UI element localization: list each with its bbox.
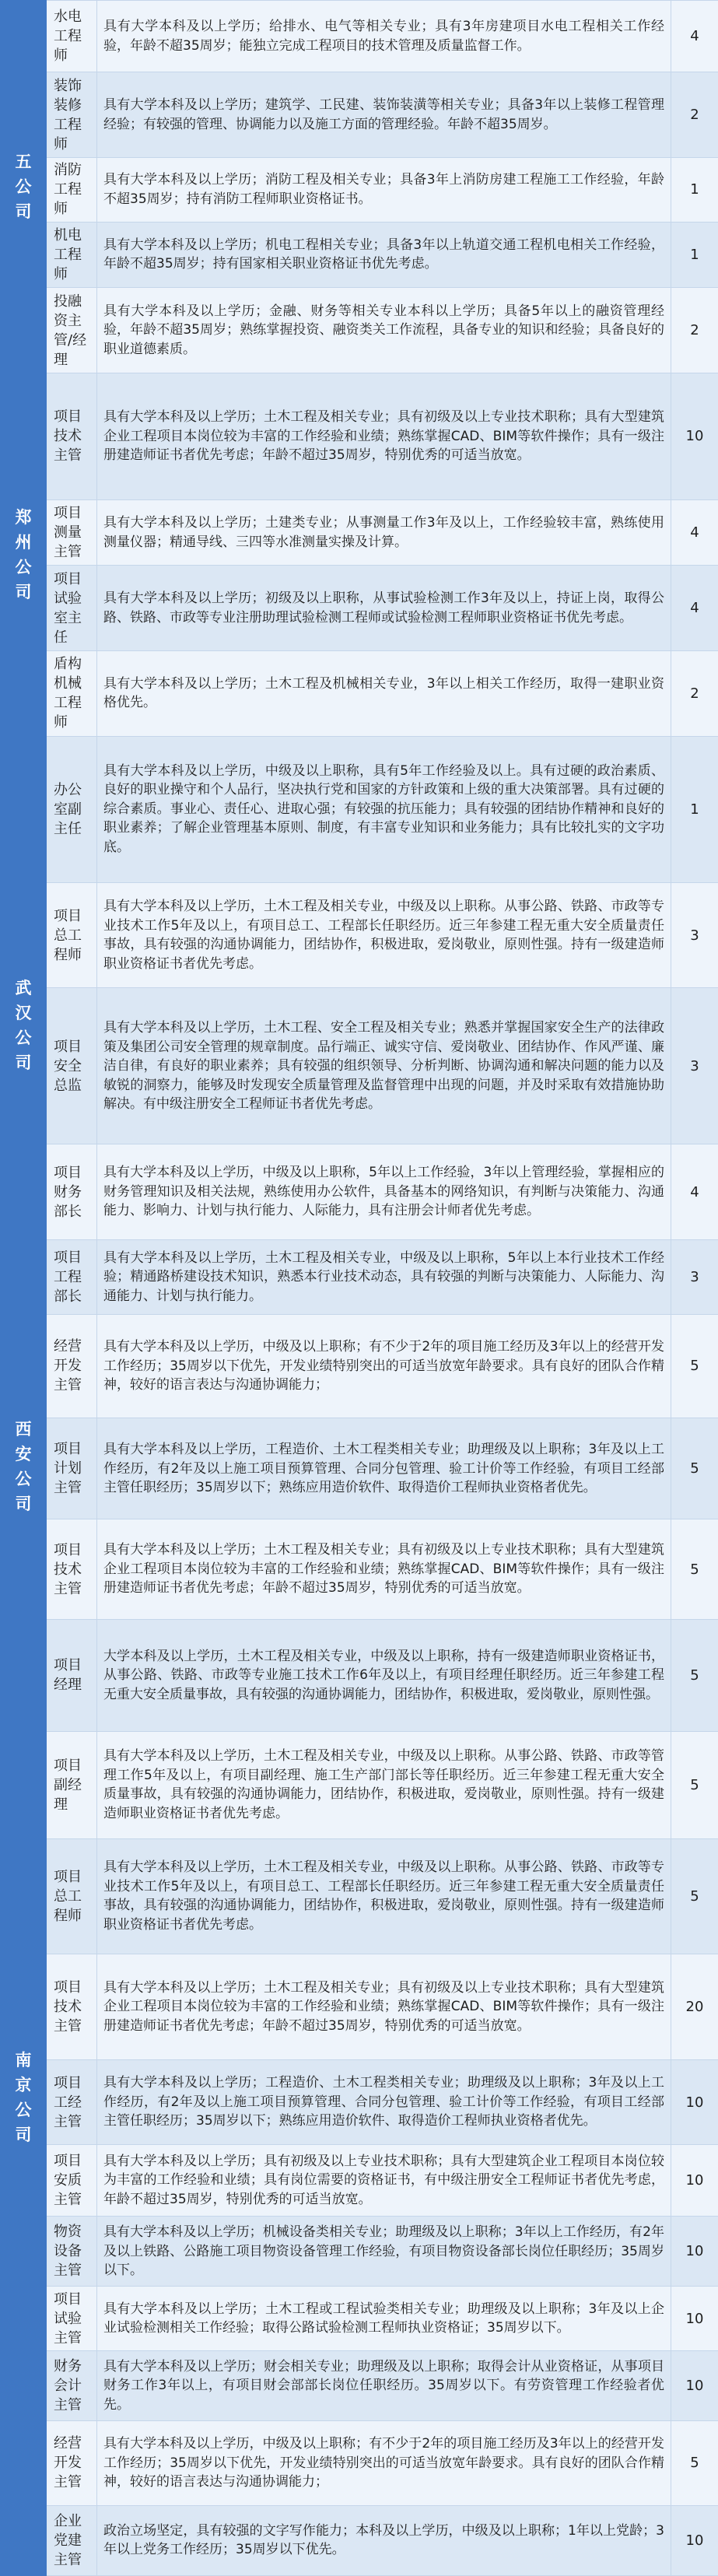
position-headcount: 2 <box>671 72 718 158</box>
position-title-cell <box>47 2350 97 2420</box>
position-title-cell <box>47 1 97 72</box>
position-title: 项目总工程师 <box>54 1868 82 1924</box>
position-headcount: 10 <box>671 2505 718 2575</box>
position-headcount: 3 <box>671 882 718 988</box>
position-headcount: 5 <box>671 1418 718 1519</box>
position-headcount: 1 <box>671 157 718 222</box>
position-title-cell <box>47 2505 97 2575</box>
position-headcount: 10 <box>671 2060 718 2145</box>
position-requirement: 具有大学本科及以上学历；土建类专业；从事测量工作3年及以上，工作经验较丰富，熟练使用测量仪器；精通导线、三四等水准测量实操及计算。 <box>97 499 671 566</box>
position-headcount: 5 <box>671 1519 718 1619</box>
position-title: 项目安全总监 <box>54 1038 82 1094</box>
position-title: 项目工经主管 <box>54 2074 82 2130</box>
position-requirement: 具有大学本科及以上学历，中级及以上职称，具有5年工作经验及以上。具有过硬的政治素质、良好的职业操守和个人品行，坚决执行党和国家的方针政策和上级的重大决策部署。具有过硬的综合素质。事业心、责任心、进取心强；有较强的抗压能力；具有较强的团结协作精神和良好的职业素养；了解企业管理基本原则、制度，有丰富专业知识和业务能力；具有比较扎实的文字功底。 <box>97 736 671 882</box>
position-requirement: 具有大学本科及以上学历，土木工程及相关专业，中级及以上职称。从事公路、铁路、市政等专业技术工作5年及以上，有项目总工、工程部长任职经历。近三年参建工程无重大安全质量责任事故，具有较强的沟通协调能力，团结协作，积极进取，爱岗敬业，原则性强。持有一级建造师职业资格证书者优先考虑。 <box>97 1838 671 1954</box>
position-requirement: 具有大学本科及以上学历，土木工程及相关专业，中级及以上职称，5年以上本行业技术工作经验；精通路桥建设技术知识，熟悉本行业技术动态，具有较强的判断与决策能力、人际能力、沟通能力、计划与执行能力。 <box>97 1240 671 1315</box>
position-title: 盾构机械工程师 <box>54 656 82 731</box>
position-title: 项目技术主管 <box>54 1541 82 1597</box>
position-requirement: 具有大学本科及以上学历；土木工程及相关专业；具有初级及以上专业技术职称；具有大型建筑企业工程项目本岗位较为丰富的工作经验和业绩；熟练掌握CAD、BIM等软件操作；具有一级注册建造师证书者优先考虑；年龄不超过35周岁，特别优秀的可适当放宽。 <box>97 373 671 499</box>
position-title: 项目技术主管 <box>54 408 82 464</box>
position-title-cell <box>47 1519 97 1619</box>
position-title: 项目经理 <box>54 1657 82 1694</box>
position-requirement: 具有大学本科及以上学历；具有初级及以上专业技术职称；具有大型建筑企业工程项目本岗位较为丰富的工作经验和业绩；具有岗位需要的资格证书，有中级注册安全工程师证书者优先考虑，年龄不超过35周岁，特别优秀的可适当放宽。 <box>97 2145 671 2217</box>
position-title-cell <box>47 1619 97 1731</box>
position-title: 财务会计主管 <box>54 2358 82 2414</box>
position-requirement: 具有大学本科及以上学历，中级及以上职称，5年以上工作经验，3年以上管理经验，掌握相应的财务管理知识及相关法规，熟练使用办公软件，具备基本的网络知识，有判断与决策能力、沟通能力、影响力、计划与执行能力、人际能力，具有注册会计师者优先考虑。 <box>97 1144 671 1240</box>
position-title: 项目测量主管 <box>54 505 82 561</box>
position-requirement: 具有大学本科及以上学历；土木工程及相关专业；具有初级及以上专业技术职称；具有大型建筑企业工程项目本岗位较为丰富的工作经验和业绩；熟练掌握CAD、BIM等软件操作；具有一级注册建造师证书者优先考虑；年龄不超过35周岁，特别优秀的可适当放宽。 <box>97 1954 671 2060</box>
table-row <box>1 1732 718 1839</box>
position-requirement: 具有大学本科及以上学历，中级及以上职称；有不少于2年的项目施工经历及3年以上的经营开发工作经历；35周岁以下优先，开发业绩特别突出的可适当放宽年龄要求。具有良好的团队合作精神，较好的语言表达与沟通协调能力； <box>97 2421 671 2506</box>
table-row <box>1 222 718 288</box>
position-headcount: 5 <box>671 1619 718 1731</box>
position-requirement: 政治立场坚定，具有较强的文字写作能力；本科及以上学历，中级及以上职称；1年以上党龄；3年以上党务工作经历；35周岁以下优先。 <box>97 2505 671 2575</box>
position-title: 办公室副主任 <box>54 781 82 837</box>
position-requirement: 具有大学本科及以上学历，土木工程、安全工程及相关专业；熟悉并掌握国家安全生产的法律政策及集团公司安全管理的规章制度。品行端正、诚实守信、爱岗敬业、团结协作、作风严谨、廉洁自律，有良好的职业素养；具有较强的组织领导、分析判断、协调沟通和解决问题的能力以及敏锐的洞察力，能够及时发现安全质量管理及监督管理中出现的问题，并及时采取有效措施协助解决。有中级注册安全工程师证书者优先考虑。 <box>97 988 671 1144</box>
table-row <box>1 882 718 988</box>
position-headcount: 1 <box>671 222 718 288</box>
table-row <box>1 1144 718 1240</box>
position-requirement: 具有大学本科及以上学历；机械设备类相关专业；助理级及以上职称；3年以上工作经历，有2年及以上铁路、公路施工项目物资设备管理工作经验，有项目物资设备部长岗位任职经历；35周岁以下。 <box>97 2217 671 2287</box>
position-requirement: 具有大学本科及以上学历；初级及以上职称，从事试验检测工作3年及以上，持证上岗，取得公路、铁路、市政等专业注册助理试验检测工程师或试验检测工程师职业资格证书优先考虑。 <box>97 566 671 651</box>
position-title: 企业党建主管 <box>54 2512 82 2568</box>
position-title-cell <box>47 2217 97 2287</box>
unit-name: 武汉公司 <box>15 978 32 1072</box>
table-row <box>1 2350 718 2420</box>
position-title-cell <box>47 222 97 288</box>
position-title: 经营开发主管 <box>54 2435 82 2491</box>
position-requirement: 具有大学本科及以上学历；土木工程或工程试验类相关专业；助理级及以上职称；3年及以上企业试验检测相关工作经验；取得公路试验检测工程师执业资格证；35周岁以下。 <box>97 2287 671 2351</box>
position-headcount: 4 <box>671 566 718 651</box>
position-headcount: 10 <box>671 2145 718 2217</box>
position-title-cell <box>47 72 97 158</box>
table-row <box>1 499 718 566</box>
position-headcount: 3 <box>671 988 718 1144</box>
table-row <box>1 1314 718 1418</box>
table-row <box>1 2217 718 2287</box>
position-requirement: 具有大学本科及以上学历；财会相关专业；助理级及以上职称；取得会计从业资格证，从事项目财务工作3年以上，有项目财会部部长岗位任职经历。35周岁以下。有劳资管理工作经验者优先。 <box>97 2350 671 2420</box>
unit-name: 南京公司 <box>15 2050 32 2144</box>
table-row <box>1 1418 718 1519</box>
table-row <box>1 2287 718 2351</box>
position-title-cell <box>47 2287 97 2351</box>
table-row <box>1 1240 718 1315</box>
position-title: 消防工程师 <box>54 162 82 218</box>
position-headcount: 5 <box>671 1314 718 1418</box>
position-headcount: 10 <box>671 2287 718 2351</box>
unit-name: 西安公司 <box>15 1420 32 1514</box>
position-title-cell <box>47 288 97 373</box>
table-row <box>1 736 718 882</box>
table-row <box>1 373 718 499</box>
position-requirement: 具有大学本科及以上学历；金融、财务等相关专业本科以上学历；具备5年以上的融资管理经验，年龄不超35周岁；熟练掌握投资、融资类关工作流程，具备专业的知识和经验；具备良好的职业道德素质。 <box>97 288 671 373</box>
table-row <box>1 988 718 1144</box>
position-headcount: 4 <box>671 1 718 72</box>
position-title-cell <box>47 499 97 566</box>
position-title: 经营开发主管 <box>54 1338 82 1394</box>
position-requirement: 具有大学本科及以上学历，工程造价、土木工程类相关专业；助理级及以上职称；3年及以上工作经历，有2年及以上施工项目预算管理、合同分包管理、验工计价等工作经验，有项目工经部主管任职经历；35周岁以下；熟练应用造价软件、取得造价工程师执业资格者优先。 <box>97 1418 671 1519</box>
position-headcount: 2 <box>671 651 718 737</box>
position-headcount: 5 <box>671 2421 718 2506</box>
position-title: 项目计划主管 <box>54 1441 82 1497</box>
position-title: 项目技术主管 <box>54 1979 82 2035</box>
position-title: 项目副经理 <box>54 1757 82 1813</box>
position-title: 项目试验室主任 <box>54 570 82 646</box>
unit-name: 郑州公司 <box>15 507 32 601</box>
position-title: 项目总工程师 <box>54 907 82 963</box>
position-headcount: 2 <box>671 288 718 373</box>
table-row <box>1 157 718 222</box>
position-headcount: 1 <box>671 736 718 882</box>
position-requirement: 具有大学本科及以上学历，中级及以上职称；有不少于2年的项目施工经历及3年以上的经营开发工作经历；35周岁以下优先，开发业绩特别突出的可适当放宽年龄要求。具有良好的团队合作精神，较好的语言表达与沟通协调能力； <box>97 1314 671 1418</box>
position-requirement: 具有大学本科及以上学历；土木工程及相关专业；具有初级及以上专业技术职称；具有大型建筑企业工程项目本岗位较为丰富的工作经验和业绩；熟练掌握CAD、BIM等软件操作；具有一级注册建造师证书者优先考虑；年龄不超过35周岁，特别优秀的可适当放宽。 <box>97 1519 671 1619</box>
position-requirement: 具有大学本科及以上学历；土木工程及机械相关专业，3年以上相关工作经历，取得一建职业资格优先。 <box>97 651 671 737</box>
unit-name-cell <box>1 1 47 373</box>
position-title-cell <box>47 882 97 988</box>
unit-name-cell <box>1 1619 47 2575</box>
table-row <box>1 1 718 72</box>
position-headcount: 5 <box>671 1838 718 1954</box>
position-title-cell <box>47 1954 97 2060</box>
position-title: 机电工程师 <box>54 226 82 282</box>
unit-name: 五公司 <box>15 152 32 221</box>
position-title: 项目试验主管 <box>54 2290 82 2346</box>
position-title-cell <box>47 566 97 651</box>
position-title-cell <box>47 157 97 222</box>
position-title-cell <box>47 1240 97 1315</box>
position-title: 物资设备主管 <box>54 2224 82 2280</box>
position-headcount: 10 <box>671 373 718 499</box>
unit-name-cell <box>1 1314 47 1619</box>
unit-name-cell <box>1 736 47 1314</box>
position-title-cell <box>47 736 97 882</box>
position-title-cell <box>47 988 97 1144</box>
position-title: 装饰装修工程师 <box>54 77 82 152</box>
table-row <box>1 1519 718 1619</box>
table-row <box>1 651 718 737</box>
recruitment-table-body <box>1 1 718 2576</box>
position-title-cell <box>47 1144 97 1240</box>
table-row <box>1 2505 718 2575</box>
position-title-cell <box>47 2145 97 2217</box>
position-requirement: 大学本科及以上学历，土木工程及相关专业，中级及以上职称，持有一级建造师职业资格证书，从事公路、铁路、市政等专业施工技术工作6年及以上，有项目经理任职经历。近三年参建工程无重大安全质量事故，具有较强的沟通协调能力，团结协作，积极进取，爱岗敬业，原则性强。 <box>97 1619 671 1731</box>
table-row <box>1 2421 718 2506</box>
position-requirement: 具有大学本科及以上学历，土木工程及相关专业，中级及以上职称。从事公路、铁路、市政等专业技术工作5年及以上，有项目总工、工程部长任职经历。近三年参建工程无重大安全质量责任事故，具有较强的沟通协调能力，团结协作，积极进取，爱岗敬业，原则性强。持有一级建造师职业资格证书者优先考虑。 <box>97 882 671 988</box>
position-title-cell <box>47 651 97 737</box>
position-title: 投融资主管/经理 <box>54 293 87 368</box>
position-headcount: 10 <box>671 2217 718 2287</box>
position-title: 项目财务部长 <box>54 1164 82 1220</box>
position-title-cell <box>47 373 97 499</box>
position-headcount: 5 <box>671 1732 718 1839</box>
table-row <box>1 566 718 651</box>
position-requirement: 具有大学本科及以上学历；机电工程相关专业；具备3年以上轨道交通工程机电相关工作经验，年龄不超35周岁；持有国家相关职业资格证书优先考虑。 <box>97 222 671 288</box>
table-row <box>1 72 718 158</box>
position-title: 项目工程部长 <box>54 1249 82 1305</box>
position-requirement: 具有大学本科及以上学历；工程造价、土木工程类相关专业；助理级及以上职称；3年及以上工作经历，有2年及以上施工项目预算管理、合同分包管理、验工计价等工作经验，有项目工经部主管任职经历；35周岁以下；熟练应用造价软件、取得造价工程师执业资格者优先。 <box>97 2060 671 2145</box>
position-title-cell <box>47 1314 97 1418</box>
position-title-cell <box>47 2421 97 2506</box>
position-headcount: 3 <box>671 1240 718 1315</box>
position-title-cell <box>47 1732 97 1839</box>
position-headcount: 4 <box>671 1144 718 1240</box>
unit-name-cell <box>1 373 47 736</box>
position-requirement: 具有大学本科及以上学历；建筑学、工民建、装饰装潢等相关专业；具备3年以上装修工程管理经验；有较强的管理、协调能力以及施工方面的管理经验。年龄不超35周岁。 <box>97 72 671 158</box>
position-headcount: 20 <box>671 1954 718 2060</box>
table-row <box>1 2145 718 2217</box>
position-title: 水电工程师 <box>54 9 82 65</box>
position-requirement: 具有大学本科及以上学历；给排水、电气等相关专业；具有3年房建项目水电工程相关工作经验，年龄不超35周岁；能独立完成工程项目的技术管理及质量监督工作。 <box>97 1 671 72</box>
table-row <box>1 2060 718 2145</box>
table-row <box>1 1619 718 1731</box>
table-row <box>1 1838 718 1954</box>
position-requirement: 具有大学本科及以上学历；消防工程及相关专业；具备3年上消防房建工程施工工作经验，年龄不超35周岁；持有消防工程师职业资格证书。 <box>97 157 671 222</box>
position-requirement: 具有大学本科及以上学历，土木工程及相关专业，中级及以上职称。从事公路、铁路、市政等管理工作5年及以上，有项目副经理、施工生产部门部长等任职经历。近三年参建工程无重大安全质量事故，具有较强的沟通协调能力，团结协作，积极进取，爱岗敬业，原则性强。持有一级建造师职业资格证书者优先考虑。 <box>97 1732 671 1839</box>
position-title-cell <box>47 1418 97 1519</box>
position-title-cell <box>47 2060 97 2145</box>
position-headcount: 10 <box>671 2350 718 2420</box>
position-title-cell <box>47 1838 97 1954</box>
position-title: 项目安质主管 <box>54 2153 82 2209</box>
table-row <box>1 1954 718 2060</box>
position-headcount: 4 <box>671 499 718 566</box>
table-row <box>1 288 718 373</box>
